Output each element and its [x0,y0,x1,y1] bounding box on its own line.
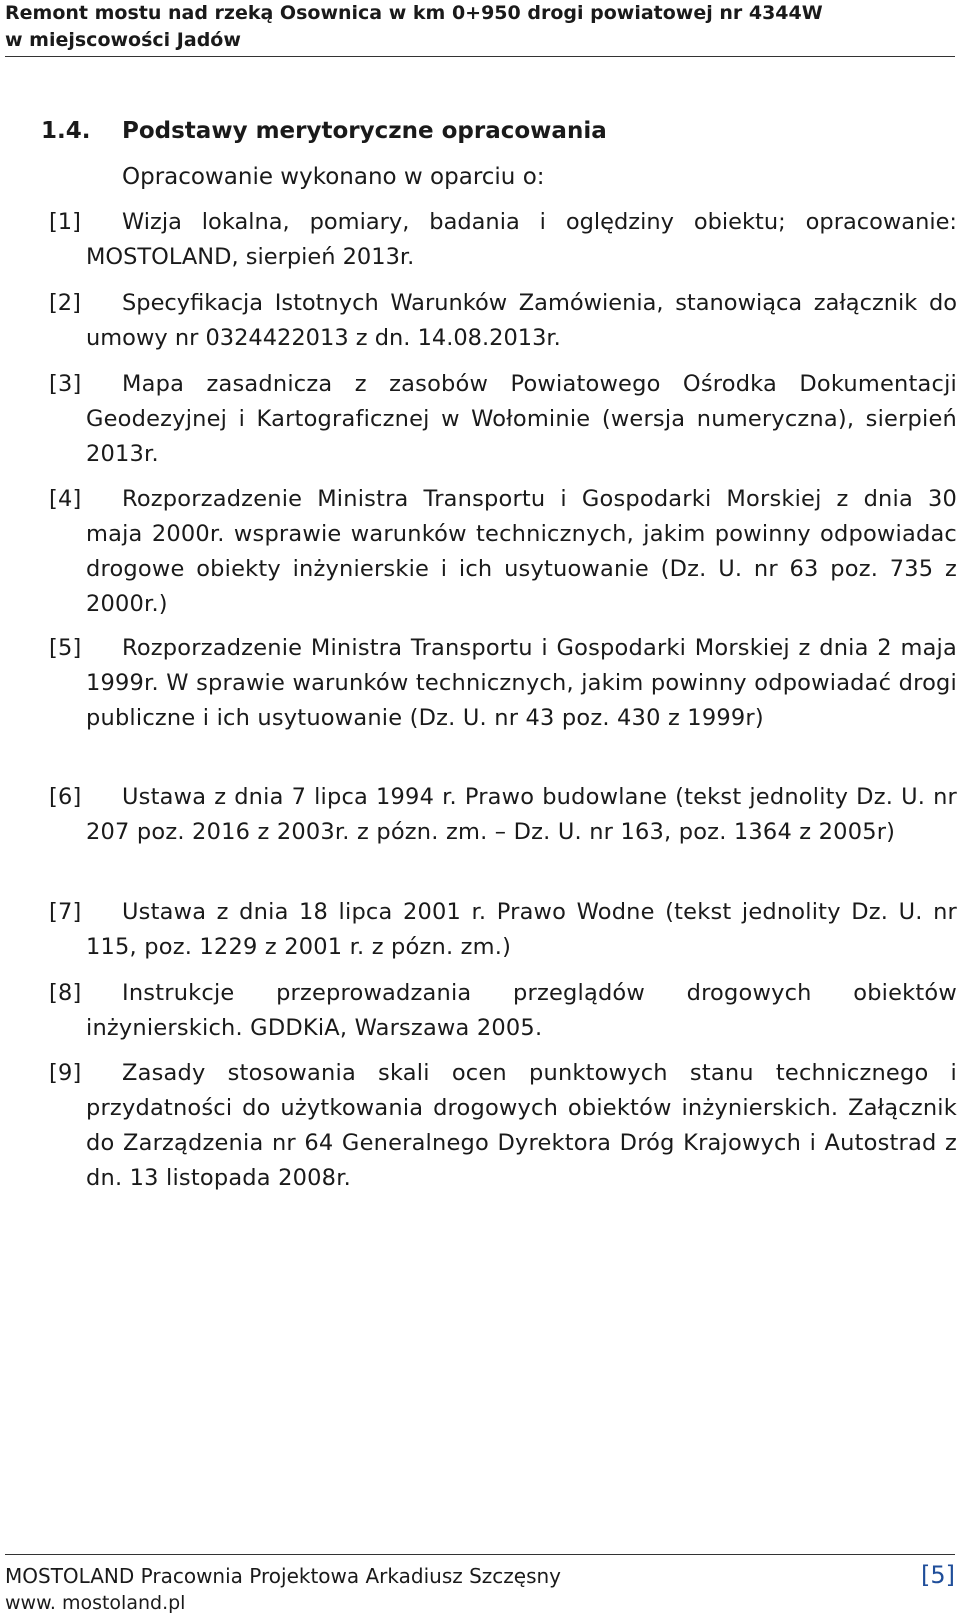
reference-label: [1] [49,209,81,235]
reference-label: [4] [49,486,82,512]
reference-text: Specyfikacja Istotnych Warunków Zamówienia, stanowiąca załącznik do umowy nr 0324422013 z dn. 14.08.2013r. [86,290,957,351]
reference-text: Mapa zasadnicza z zasobów Powiatowego Ośrodka Dokumentacji Geodezyjnej i Kartograficznej w Wołominie (wersja numeryczna), sierpień 2013r. [86,371,957,467]
page-header [5,0,955,57]
reference-text: Rozporzadzenie Ministra Transportu i Gospodarki Morskiej z dnia 2 maja 1999r. W sprawie warunków technicznych, jakim powinny odpowiadać drogi publiczne i ich usytuowanie (Dz. U. nr 43 poz. 430 z 1999r) [86,635,957,731]
reference-item-7 [49,895,957,965]
reference-label: [8] [49,980,82,1006]
reference-text: Ustawa z dnia 7 lipca 1994 r. Prawo budowlane (tekst jednolity Dz. U. nr 207 poz. 2016 z 2003r. z pózn. zm. – Dz. U. nr 163, poz. 1364 z 2005r) [86,784,957,845]
reference-text: Ustawa z dnia 18 lipca 2001 r. Prawo Wodne (tekst jednolity Dz. U. nr 115, poz. 1229 z 2001 r. z pózn. zm.) [86,899,957,960]
page-footer [5,1554,955,1617]
section-number: 1.4. [41,118,91,144]
reference-text: Instrukcje przeprowadzania przeglądów drogowych obiektów inżynierskich. GDDKiA, Warszawa 2005. [86,980,957,1041]
footer-website: www. mostoland.pl [5,1592,186,1614]
reference-item-1 [49,205,957,275]
reference-text: Rozporzadzenie Ministra Transportu i Gospodarki Morskiej z dnia 30 maja 2000r. wsprawie warunków technicznych, jakim powinny odpowiadac drogowe obiekty inżynierskie i ich usytuowanie (Dz. U. nr 63 poz. 735 z 2000r.) [86,486,957,617]
reference-item-5 [49,631,957,736]
reference-label: [9] [49,1060,82,1086]
page-number: [5] [921,1561,955,1589]
reference-text: Zasady stosowania skali ocen punktowych stanu technicznego i przydatności do użytkowania drogowych obiektów inżynierskich. Załącznik do Zarządzenia nr 64 Generalnego Dyrektora Dróg Krajowych i Autostrad z dn. 13 listopada 2008r. [86,1060,957,1191]
reference-item-8 [49,976,957,1046]
header-title-line-2: w miejscowości Jadów [5,29,241,51]
reference-label: [7] [49,899,82,925]
section-title: Podstawy merytoryczne opracowania [122,118,607,144]
reference-text: Wizja lokalna, pomiary, badania i oględziny obiektu; opracowanie: MOSTOLAND, sierpień 2013r. [86,209,957,270]
reference-label: [6] [49,784,82,810]
reference-item-4 [49,482,957,622]
reference-label: [5] [49,635,82,661]
reference-item-6 [49,780,957,850]
reference-item-9 [49,1056,957,1196]
reference-label: [2] [49,290,81,316]
section-heading [41,116,607,146]
header-title-line-1: Remont mostu nad rzeką Osownica w km 0+950 drogi powiatowej nr 4344W [5,2,823,24]
footer-company-name: MOSTOLAND Pracownia Projektowa Arkadiusz Szczęsny [5,1564,562,1588]
reference-label: [3] [49,371,82,397]
reference-item-3 [49,367,957,472]
section-intro: Opracowanie wykonano w oparciu o: [122,164,545,190]
reference-item-2 [49,286,957,356]
